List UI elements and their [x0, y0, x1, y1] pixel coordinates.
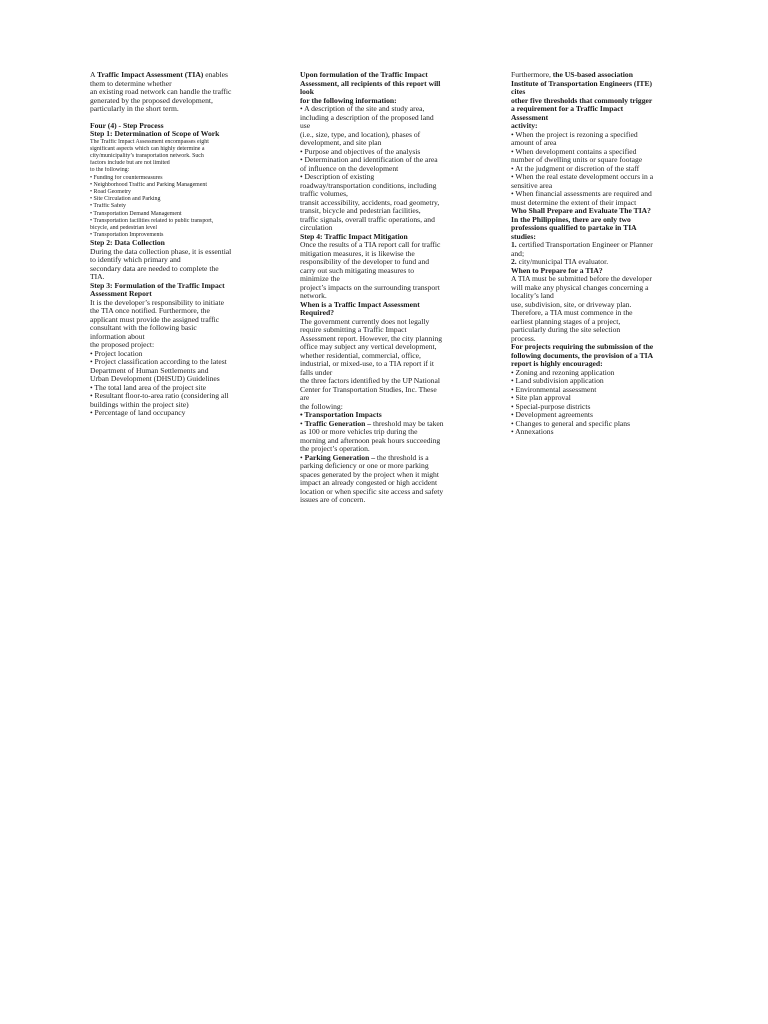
text-line: • Transportation Impacts: [300, 411, 382, 419]
text-run: the US-based association: [552, 71, 633, 79]
text-line: require submitting a Traffic Impact: [300, 326, 407, 334]
text-line: [90, 71, 256, 80]
text-line: look: [300, 88, 314, 96]
text-line: Upon formulation of the Traffic Impact: [300, 71, 428, 79]
text-line: professions qualified to partake in TIA: [511, 224, 637, 232]
text-run: Traffic Impact Assessment (TIA): [96, 71, 204, 79]
text-line: a requirement for a Traffic Impact: [511, 105, 624, 113]
text-line: roadway/transportation conditions, including: [300, 181, 437, 190]
text-line: network.: [300, 292, 327, 300]
text-line: The Traffic Impact Assessment encompasses eight: [90, 138, 209, 145]
text-line: responsibility of the developer to fund and: [300, 258, 430, 266]
text-line: • Transportation Improvements: [90, 232, 164, 239]
text-line: must determine the extent of their impact: [511, 198, 637, 207]
text-line: A TIA must be submitted before the developer: [511, 275, 652, 283]
text-line: impact an already congested or high accident: [300, 479, 438, 487]
text-line: information about: [90, 332, 145, 341]
text-line: the project’s operation.: [300, 445, 370, 453]
text-line: the proposed project:: [90, 341, 155, 350]
text-line: traffic signals, overall traffic operations, and: [300, 215, 435, 224]
text-line: • Determination and identification of the area: [300, 156, 438, 164]
text-line: number of dwelling units or square footage: [511, 156, 643, 164]
text-run: •: [300, 419, 305, 428]
text-column-left: [90, 71, 256, 418]
text-line: Step 2: Data Collection: [90, 239, 165, 248]
text-line: [511, 71, 679, 80]
text-line: other five thresholds that commonly trigger: [511, 96, 653, 105]
text-run: city/municipal TIA evaluator.: [516, 258, 609, 266]
text-line: mitigation measures, it is likewise the: [300, 249, 415, 258]
text-line: amount of area: [511, 139, 557, 147]
text-line: them to determine whether: [90, 79, 172, 88]
text-line: Assessment report. However, the city planning: [300, 334, 443, 343]
text-line: as 100 or more vehicles trip during the: [300, 428, 418, 436]
text-line: the following:: [300, 402, 343, 411]
text-line: generated by the proposed development,: [90, 96, 213, 105]
text-line: • Project location: [90, 349, 143, 358]
text-line: [511, 241, 679, 250]
text-line: • When the project is rezoning a specified: [511, 130, 638, 139]
text-line: project’s impacts on the surrounding transport: [300, 283, 440, 292]
text-line: minimize the: [300, 275, 340, 283]
text-run: threshold may be taken: [371, 419, 444, 428]
text-line: city/municipality’s transportation network. Such: [90, 152, 204, 159]
text-line: Assessment Report: [90, 290, 152, 299]
text-line: Once the results of a TIA report call for traffic: [300, 241, 441, 249]
text-line: particularly in the short term.: [90, 105, 179, 113]
text-line: sensitive area: [511, 181, 553, 190]
text-line: use: [300, 122, 311, 130]
text-run: 2.: [511, 258, 517, 266]
text-run: •: [300, 453, 305, 462]
text-line: Assessment, all recipients of this report will: [300, 79, 441, 88]
text-line: locality’s land: [511, 292, 554, 300]
text-line: • Neighborhood Traffic and Parking Management: [90, 181, 207, 188]
text-line: The government currently does not legally: [300, 317, 430, 326]
text-line: [300, 420, 468, 429]
text-line: applicant must provide the assigned traffic: [90, 315, 220, 324]
text-line: • When financial assessments are required and: [511, 190, 652, 198]
text-line: issues are of concern.: [300, 496, 366, 504]
text-line: circulation: [300, 224, 333, 232]
text-line: • When development contains a specified: [511, 147, 637, 156]
text-line: TIA.: [90, 273, 105, 282]
text-line: transit, bicycle and pedestrian facilities,: [300, 207, 421, 215]
text-line: • Environmental assessment: [511, 385, 597, 394]
text-line: Required?: [300, 309, 335, 317]
text-line: • At the judgment or discretion of the staff: [511, 164, 640, 173]
text-run: the threshold is a: [375, 453, 429, 462]
text-line: • Annexations: [511, 428, 554, 436]
text-line: Step 4: Traffic Impact Mitigation: [300, 232, 408, 241]
text-line: • Development agreements: [511, 411, 593, 419]
text-line: • Project classification according to the latest: [90, 358, 227, 367]
text-line: Step 1: Determination of Scope of Work: [90, 130, 220, 138]
text-line: the three factors identified by the UP National: [300, 377, 440, 385]
text-line: [511, 258, 679, 267]
text-run: 1.: [511, 241, 517, 249]
text-line: transit accessibility, accidents, road geometry,: [300, 198, 440, 207]
text-line: of influence on the development: [300, 164, 399, 173]
text-line: following documents, the provision of a TIA: [511, 351, 654, 360]
text-line: for the following information:: [300, 96, 397, 105]
text-line: morning and afternoon peak hours succeeding: [300, 436, 441, 445]
text-line: activity:: [511, 122, 538, 130]
text-line: including a description of the proposed land: [300, 113, 434, 122]
text-line: buildings within the project site): [90, 400, 189, 409]
text-line: significant aspects which can highly determine a: [90, 145, 205, 152]
text-line: and;: [511, 249, 525, 258]
text-line: carry out such mitigating measures to: [300, 266, 415, 275]
text-line: Therefore, a TIA must commence in the: [511, 309, 633, 317]
text-line: • Site plan approval: [511, 394, 571, 402]
text-line: • Purpose and objectives of the analysis: [300, 147, 421, 156]
text-line: whether residential, commercial, office,: [300, 351, 421, 360]
text-line: (i.e., size, type, and location), phases of: [300, 130, 421, 139]
text-run: Parking Generation –: [304, 453, 376, 462]
text-run: A: [90, 71, 97, 79]
text-line: • Percentage of land occupancy: [90, 409, 186, 418]
text-line: It is the developer’s responsibility to initiate: [90, 298, 224, 307]
text-line: In the Philippines, there are only two: [511, 215, 631, 224]
text-line: During the data collection phase, it is essential: [90, 247, 232, 256]
text-line: to identify which primary and: [90, 256, 181, 265]
text-line: industrial, or mixed-use, to a TIA report if it: [300, 360, 434, 368]
text-line: an existing road network can handle the traffic: [90, 88, 232, 96]
text-line: • The total land area of the project site: [90, 383, 206, 392]
text-line: • Zoning and rezoning application: [511, 368, 615, 377]
text-line: • Resultant floor-to-area ratio (considering all: [90, 392, 229, 401]
text-line: location or when specific site access and safety: [300, 487, 444, 496]
text-line: • Funding for countermeasures: [90, 174, 163, 181]
text-line: factors include but are not limited: [90, 160, 170, 167]
text-line: Step 3: Formulation of the Traffic Impact: [90, 281, 225, 290]
text-run: enables: [203, 71, 229, 79]
text-line: • A description of the site and study area,: [300, 105, 425, 113]
text-line: will make any physical changes concerning a: [511, 283, 649, 292]
text-line: • Changes to general and specific plans: [511, 419, 631, 428]
text-line: bicycle, and pedestrian level: [90, 224, 158, 231]
text-line: • When the real estate development occurs in a: [511, 173, 654, 181]
text-line: earliest planning stages of a project,: [511, 317, 621, 326]
text-line: • Land subdivision application: [511, 377, 604, 385]
text-line: Who Shall Prepare and Evaluate The TIA?: [511, 207, 651, 215]
text-line: consultant with the following basic: [90, 324, 197, 333]
text-line: particularly during the site selection: [511, 326, 621, 334]
text-line: parking deficiency or one or more parking: [300, 462, 429, 470]
text-line: Assessment: [511, 113, 549, 122]
text-line: traffic volumes,: [300, 190, 348, 198]
text-line: • Site Circulation and Parking: [90, 196, 161, 203]
text-run: Traffic Generation –: [304, 419, 372, 428]
text-line: [300, 454, 468, 463]
text-line: to the following:: [90, 167, 130, 174]
text-line: For projects requiring the submission of the: [511, 343, 654, 351]
text-line: falls under: [300, 368, 333, 377]
text-column-middle: [300, 71, 468, 505]
text-line: cites: [511, 88, 526, 96]
text-line: • Road Geometry: [90, 188, 131, 195]
text-line: Urban Development (DHSUD) Guidelines: [90, 375, 220, 384]
text-column-right: [511, 71, 679, 437]
text-line: Four (4) - Step Process: [90, 121, 164, 130]
text-line: office may subject any vertical development,: [300, 343, 437, 351]
text-line: • Description of existing: [300, 173, 375, 181]
text-line: When to Prepare for a TIA?: [511, 266, 603, 275]
text-line: spaces generated by the project when it might: [300, 470, 439, 479]
text-line: • Special-purpose districts: [511, 402, 591, 411]
paragraph-spacer: [90, 114, 256, 122]
text-line: report is highly encouraged:: [511, 360, 603, 368]
text-run: Furthermore,: [511, 71, 553, 79]
text-line: • Traffic Safety: [90, 203, 126, 210]
text-line: development, and site plan: [300, 139, 382, 147]
text-line: • Transportation facilities related to public transport,: [90, 217, 214, 224]
text-line: the TIA once notified. Furthermore, the: [90, 307, 210, 316]
text-line: process.: [511, 334, 536, 343]
text-line: Institute of Transportation Engineers (ITE): [511, 79, 653, 88]
text-line: secondary data are needed to complete the: [90, 264, 219, 273]
text-line: are: [300, 394, 310, 402]
text-line: • Transportation Demand Management: [90, 210, 182, 217]
text-line: Center for Transportation Studies, Inc. These: [300, 385, 437, 394]
text-line: studies:: [511, 232, 536, 241]
text-run: certified Transportation Engineer or Planner: [516, 241, 653, 249]
text-line: use, subdivision, site, or driveway plan.: [511, 300, 632, 309]
text-line: When is a Traffic Impact Assessment: [300, 300, 420, 309]
text-line: Department of Human Settlements and: [90, 366, 209, 375]
